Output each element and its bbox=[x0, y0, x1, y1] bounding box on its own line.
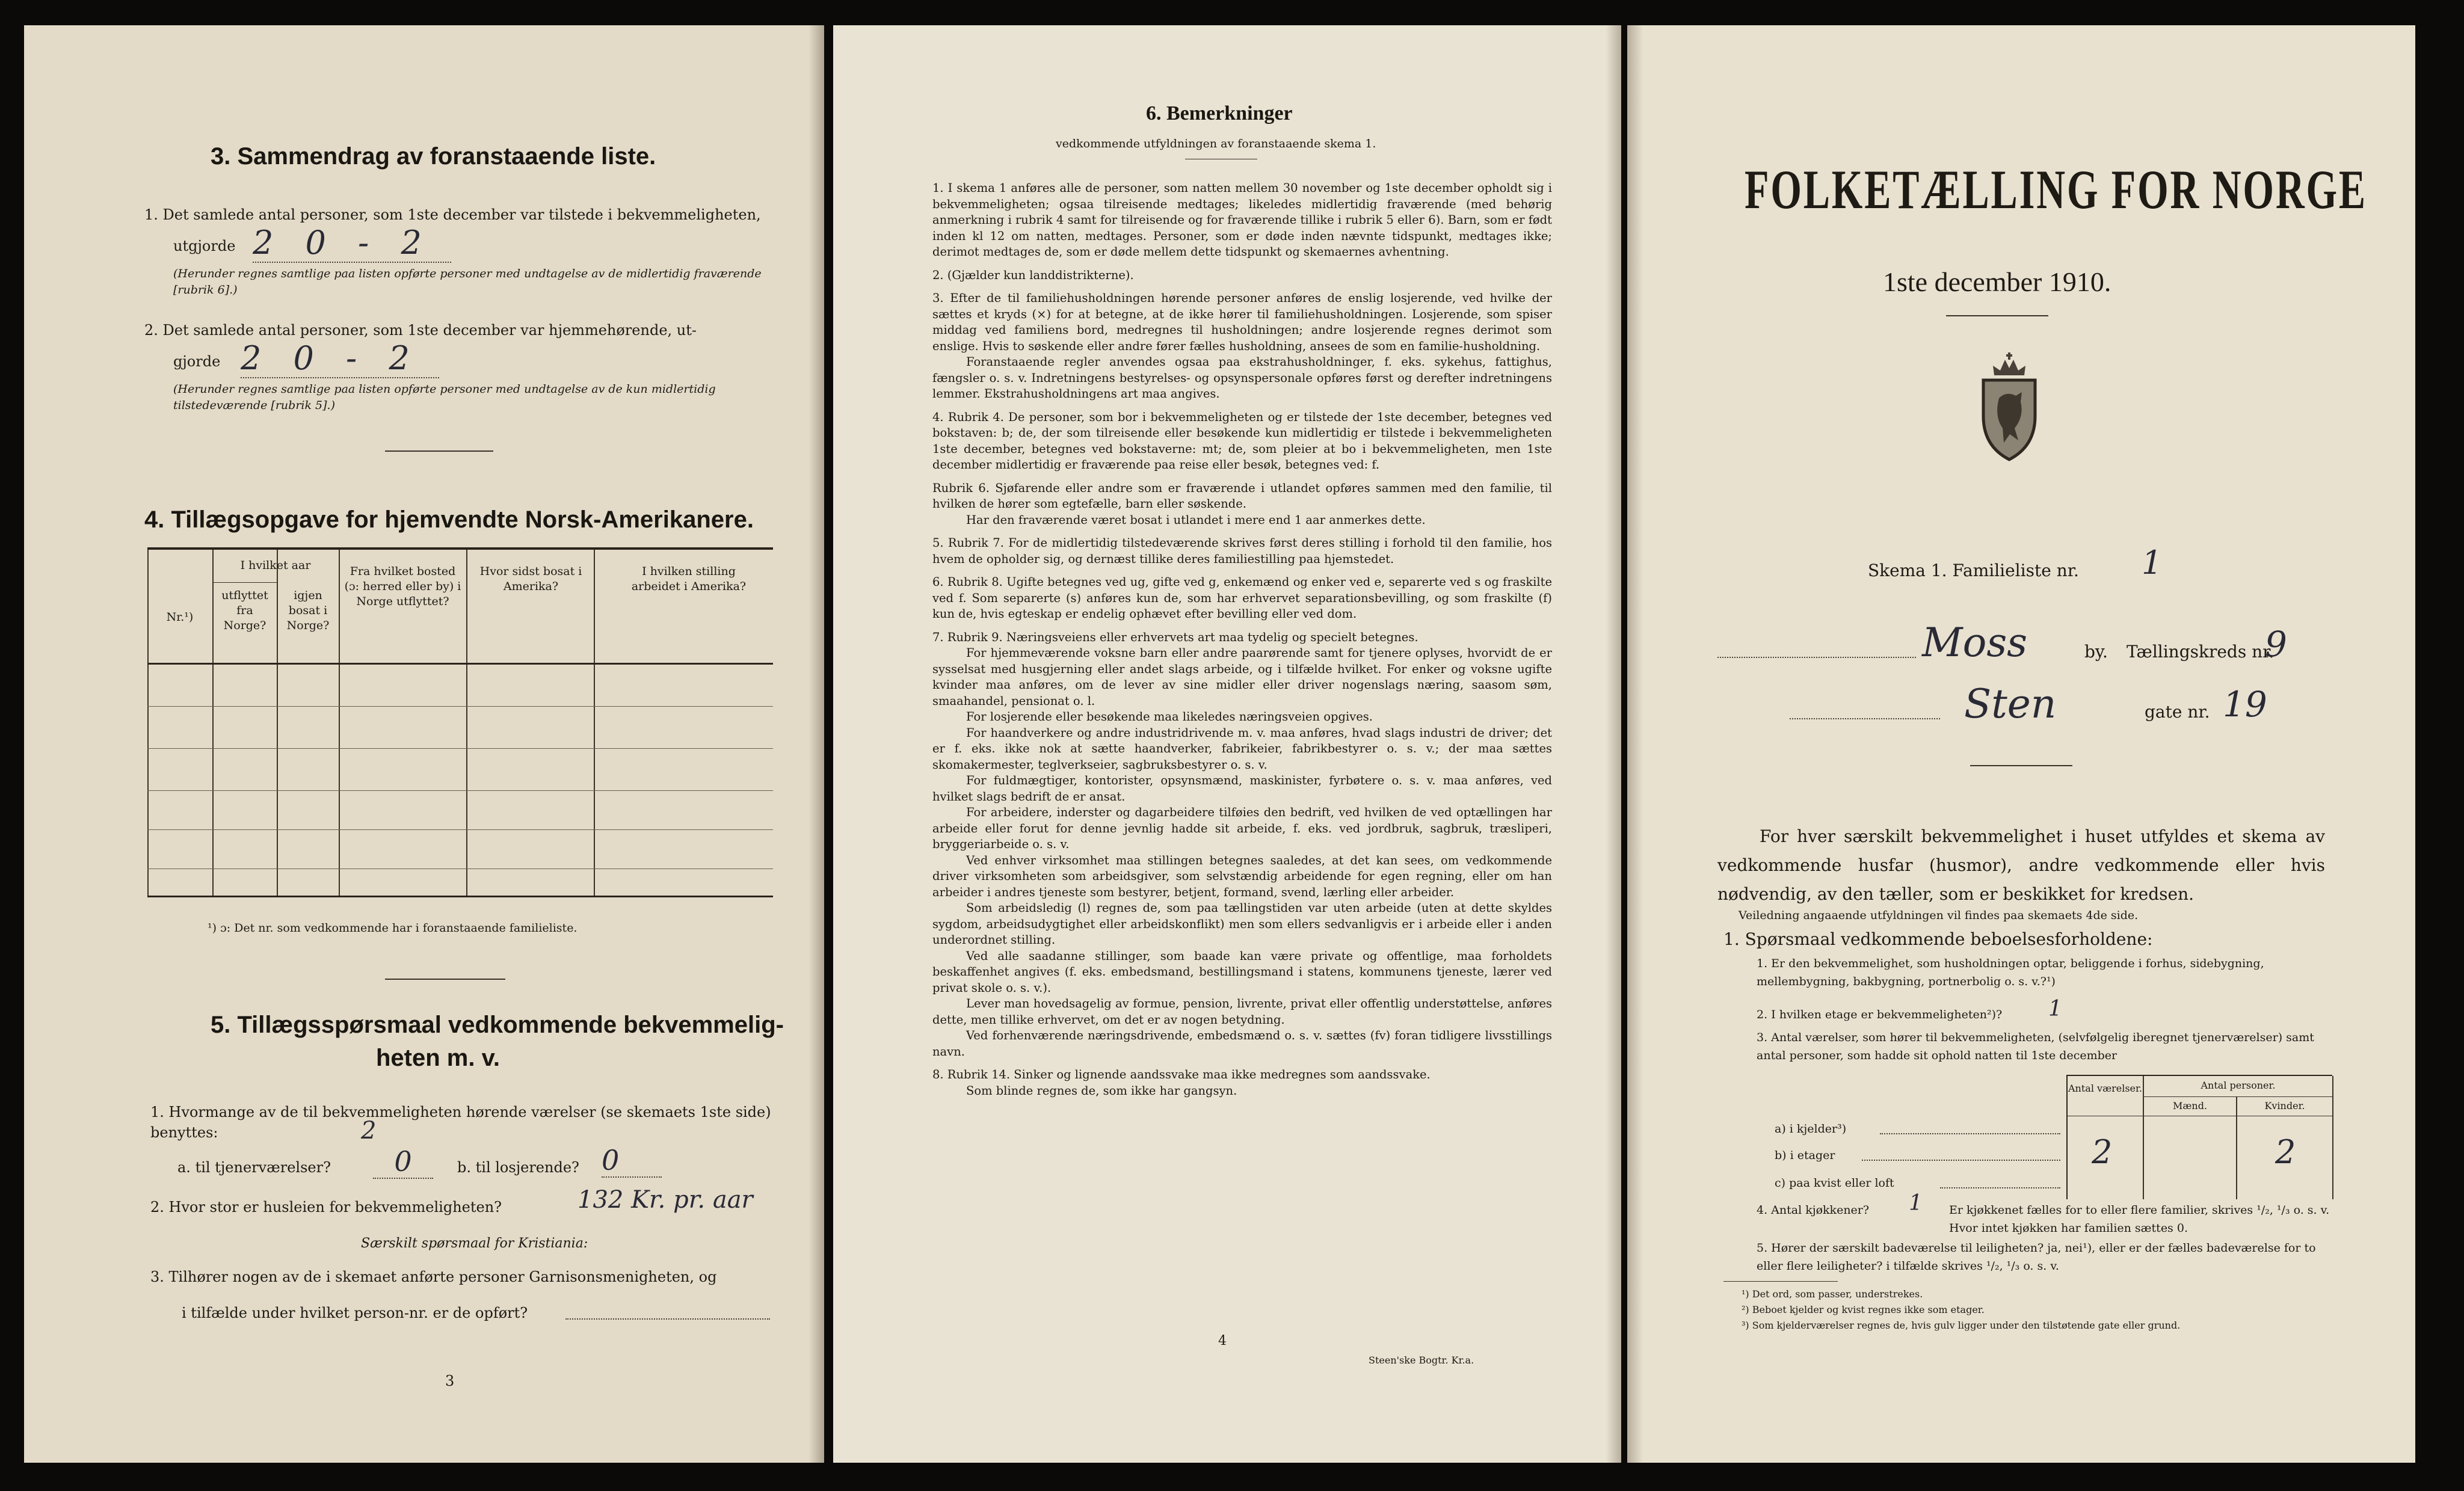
rooms-table bbox=[2066, 1075, 2332, 1199]
remark-7d: For fuldmægtiger, kontorister, opsynsmænd, maskinister, fyrbøtere o. s. v. maa anføres, ved hvilket slags bedrift de er ansat. bbox=[932, 773, 1552, 804]
separator bbox=[1970, 765, 2072, 766]
gate-value: Sten bbox=[1964, 681, 2057, 727]
page-fold-shadow bbox=[1606, 25, 1621, 1463]
question-2-answer: 1 bbox=[2048, 997, 2062, 1021]
coat-of-arms-icon bbox=[1970, 344, 2048, 464]
s3-q1-utgjorde: utgjorde bbox=[173, 238, 236, 254]
question-2: 2. I hvilken etage er bekvemmeligheten²)? bbox=[1757, 1008, 2003, 1021]
separator bbox=[385, 450, 493, 452]
col-maend-header: Mænd. bbox=[2172, 1100, 2208, 1111]
footnote-2: ²) Beboet kjelder og kvist regnes ikke som etager. bbox=[1742, 1304, 1985, 1315]
census-title: FOLKETÆLLING FOR NORGE bbox=[1745, 159, 2367, 220]
remark-1: 1. I skema 1 anføres alle de personer, som natten mellem 30 november og 1ste december opholdt sig i bekvemmeligheten; ogsaa tilreisende medtages; likeledes midlertidig fraværende (med behørig anmerkning i rubrik 4 samt for tilreisende og for fraværende tillike i rubrik 5 eller 6). Barn, som er født inden kl 12 om natten, medtages. Personer, som er døde inden nævnte tidspunkt, medtages ikke; derimot medtages de, som er døde mellem dette tidspunkt og skemaernes avhentning. bbox=[932, 181, 1552, 259]
question-3: 3. Antal værelser, som hører til bekvemmeligheten, (selvfølgelig iberegnet tjenerværelser) samt antal personer, som hadde sit ophold natten til 1ste december bbox=[1757, 1031, 2314, 1062]
s5-question-3b: i tilfælde under hvilket person-nr. er de opført? bbox=[182, 1305, 528, 1321]
remark-3b: Foranstaaende regler anvendes ogsaa paa ekstrahusholdninger, f. eks. sykehus, fattighus, fængsler o. s. v. Indretningens bestyrelses- og opsynspersonale opføres først og derefter indretningens lemmer. Ekstrahusholdningens art maa angives. bbox=[932, 355, 1552, 401]
col-fra-header: Fra hvilket bosted (ɔ: herred eller by) i Norge utflyttet? bbox=[344, 565, 461, 608]
remark-7: 7. Rubrik 9. Næringsveiens eller erhvervets art maa tydelig og specielt betegnes. bbox=[932, 630, 1418, 644]
question-4-rest: Er kjøkkenet fælles for to eller flere familier, skrives ¹/₂, ¹/₃ o. s. v. Hvor intet kjøkken har familien sættes 0. bbox=[1949, 1204, 2330, 1235]
norsk-amerikanere-table bbox=[147, 547, 773, 897]
remark-4c: Har den fraværende været bosat i utlandet i mere end 1 aar anmerkes dette. bbox=[966, 512, 1426, 527]
row-etager: b) i etager bbox=[1775, 1149, 1835, 1162]
col-personer-header: Antal personer. bbox=[2201, 1080, 2276, 1091]
kristiania-heading: Særskilt spørsmaal for Kristiania: bbox=[361, 1236, 588, 1251]
remark-7a: For hjemmeværende voksne barn eller andre paarørende samt for tjenere oplyses, hvorvidt de er sysselsat med husgjerning eller andet slags arbeide, og i tilfælde hvilket. For enker og voksne ugifte kvinder maa anføres, om de lever av sine midler eller driver nogenslags næring, saasom søm, smaahandel, pensionat o. l. bbox=[932, 646, 1552, 708]
table-footnote: ¹) ɔ: Det nr. som vedkommende har i foranstaaende familieliste. bbox=[208, 921, 578, 935]
s5-q1-answer: 2 bbox=[361, 1117, 377, 1145]
gate-label: gate nr. bbox=[2145, 702, 2210, 722]
remark-3: 3. Efter de til familiehusholdningen hørende personer anføres de enslig losjerende, ved hvilke der sættes et kryds (×) for at betegne, at de ikke hører til familiehusholdningen. Losjerende, som spiser middag ved familiens bord, medregnes til husholdningen; andre losjerende regnes derimot som enslige. Hvis to søskende eller andre fører fælles husholdning, ansees de som en familie-husholdning. bbox=[932, 291, 1552, 353]
remark-5: 5. Rubrik 7. For de midlertidig tilstedeværende skrives først deres stilling i forhold til den familie, hos hvem de opholder sig, og dernæst tillike deres familiestilling paa hjemstedet. bbox=[932, 536, 1552, 566]
s3-question-1: 1. Det samlede antal personer, som 1ste december var tilstede i bekvemmeligheten, bbox=[144, 206, 761, 223]
s5-q1a: a. til tjenerværelser? bbox=[177, 1159, 331, 1176]
row-etager-line bbox=[1862, 1160, 2060, 1161]
s3-q1-answer: 2 0 - 2 bbox=[253, 224, 451, 263]
remark-7j: Ved forhenværende næringsdrivende, embedsmænd o. s. v. sættes (fv) foran tidligere livsstillings navn. bbox=[932, 1028, 1552, 1059]
col-stilling-header: I hvilken stilling arbeidet i Amerika? bbox=[631, 565, 747, 593]
page-number: 4 bbox=[1218, 1333, 1227, 1348]
page-2 bbox=[833, 25, 1621, 1463]
page-fold-shadow bbox=[1627, 25, 1643, 1463]
gate-nr: 19 bbox=[2223, 684, 2267, 725]
census-date: 1ste december 1910. bbox=[1883, 266, 2111, 297]
remark-4: 4. Rubrik 4. De personer, som bor i bekvemmeligheten og er tilstede der 1ste december, betegnes ved bokstaven: b; de, der som tilreisende eller besøkende kun midlertidig er tilstede i bekvemmeligheten 1ste december, betegnes ved bokstaverne: mt; de, som pleier at bo i bekvemmeligheten, men 1ste december midlertidig er fraværende paa reise eller besøk, betegnes ved: f. bbox=[932, 410, 1552, 472]
page-1 bbox=[24, 25, 824, 1463]
remark-4b: Rubrik 6. Sjøfarende eller andre som er fraværende i utlandet opføres sammen med den familie, til hvilken de hører som egtefælle, barn eller søskende. bbox=[932, 481, 1552, 511]
skema-label: Skema 1. Familieliste nr. bbox=[1868, 561, 2079, 580]
row-kvist-line bbox=[1940, 1187, 2060, 1188]
remark-8b: Som blinde regnes de, som ikke har gangsyn. bbox=[966, 1083, 1237, 1098]
by-value: Moss bbox=[1922, 619, 2028, 666]
s5-question-3: 3. Tilhører nogen av de i skemaet anførte personer Garnisonsmenigheten, og bbox=[150, 1268, 717, 1285]
col-utflyttet-header: utflyttet fra Norge? bbox=[221, 589, 268, 632]
row-kjelder-line bbox=[1880, 1133, 2060, 1134]
remarks-list bbox=[932, 180, 1552, 1099]
intro-text: For hver særskilt bekvemmelighet i huset utfyldes et skema av vedkommende husfar (husmor), andre vedkommende eller hvis nødvendig, av den tæller, som er beskikket for kredsen. bbox=[1717, 826, 2325, 904]
kreds-value: 9 bbox=[2265, 624, 2287, 665]
s5-q1a-answer: 0 bbox=[373, 1145, 433, 1179]
s5-q1b-answer: 0 bbox=[602, 1144, 662, 1178]
rooms-etager-value: 2 bbox=[2092, 1133, 2113, 1171]
s5-q1b: b. til losjerende? bbox=[457, 1159, 579, 1176]
separator bbox=[1723, 1281, 1838, 1282]
row-kvist: c) paa kvist eller loft bbox=[1775, 1176, 1894, 1190]
section-3-title: 3. Sammendrag av foranstaaende liste. bbox=[211, 143, 656, 170]
bemerkninger-subtitle: vedkommende utfyldningen av foranstaaende skema 1. bbox=[1056, 137, 1376, 150]
col-group-header: I hvilket aar bbox=[240, 559, 311, 572]
s5-question-1: 1. Hvormange av de til bekvemmeligheten hørende værelser (se skemaets 1ste side) benyttes: bbox=[150, 1104, 771, 1141]
by-dotted-line bbox=[1717, 657, 1916, 658]
separator bbox=[385, 979, 505, 980]
col-sidst-header: Hvor sidst bosat i Amerika? bbox=[479, 565, 582, 593]
row-kjelder: a) i kjelder³) bbox=[1775, 1122, 1847, 1136]
by-label: by. bbox=[2084, 642, 2108, 662]
remark-6: 6. Rubrik 8. Ugifte betegnes ved ug, gifte ved g, enkemænd og enker ved e, separerte ved s og fraskilte ved f. Som separerte (s) anføres kun de, som har erhvervet separationsbevilling, og som fraskilte (f) kun de, hvis egteskap er endelig ophævet efter bevilling eller ved dom. bbox=[932, 575, 1552, 621]
section-5-title-line2: heten m. v. bbox=[376, 1045, 500, 1071]
printer-mark: Steen'ske Bogtr. Kr.a. bbox=[1369, 1354, 1474, 1366]
question-5: 5. Hører der særskilt badeværelse til leiligheten? ja, nei¹), eller er der fælles badeværelse for to eller flere leiligheter? i tilfælde skrives ¹/₂, ¹/₃ o. s. v. bbox=[1757, 1241, 2316, 1273]
s3-q2-gjorde: gjorde bbox=[173, 353, 221, 370]
page-fold-shadow bbox=[808, 25, 824, 1463]
footnote-3: ³) Som kjelderværelser regnes de, hvis gulv ligger under den tilstøtende gate eller grund. bbox=[1742, 1320, 2181, 1331]
kvinder-etager-value: 2 bbox=[2275, 1133, 2296, 1171]
col-vaerelser-header: Antal værelser. bbox=[2068, 1083, 2142, 1094]
remark-7h: Ved alle saadanne stillinger, som baade kan være private og offentlige, maa forholdets beskaffenhet angives (f. eks. embedsmand, bestillingsmand i statens, kommunens tjeneste, lærer ved privat skole o. s. v.). bbox=[932, 948, 1552, 995]
col-kvinder-header: Kvinder. bbox=[2264, 1100, 2305, 1111]
question-1: 1. Er den bekvemmelighet, som husholdningen optar, beliggende i forhus, sidebygning, mellembygning, bakbygning, portnerbolig o. s. v.?¹) bbox=[1757, 957, 2264, 988]
s5-q2-answer: 132 Kr. pr. aar bbox=[578, 1186, 753, 1214]
col-igjen-header: igjen bosat i Norge? bbox=[286, 589, 330, 632]
separator bbox=[1946, 315, 2048, 316]
veiledning: Veiledning angaaende utfyldningen vil findes paa skemaets 4de side. bbox=[1739, 909, 2139, 922]
s3-q2-answer: 2 0 - 2 bbox=[241, 339, 439, 378]
familieliste-number: 1 bbox=[2142, 544, 2163, 582]
bemerkninger-title: 6. Bemerkninger bbox=[1146, 102, 1293, 125]
remark-8: 8. Rubrik 14. Sinker og lignende aandssvake maa ikke medregnes som aandssvake. bbox=[932, 1068, 1431, 1081]
footnote-1: ¹) Det ord, som passer, understrekes. bbox=[1742, 1288, 1923, 1300]
page-3 bbox=[1627, 25, 2415, 1463]
remark-7b: For losjerende eller besøkende maa likeledes næringsveien opgives. bbox=[966, 710, 1373, 724]
remark-7f: Ved enhver virksomhet maa stillingen betegnes saaledes, at det kan sees, om vedkommende driver virksomheten som arbeidsgiver, som selvstændig arbeidende for egen regning, eller om han arbeider i andres tjeneste som bestyrer, betjent, formand, svend, lærling eller arbeider. bbox=[932, 853, 1552, 899]
section-4-title: 4. Tillægsopgave for hjemvendte Norsk-Amerikanere. bbox=[144, 506, 754, 533]
question-4: 4. Antal kjøkkener? bbox=[1757, 1204, 1870, 1217]
kreds-label: Tællingskreds nr. bbox=[2127, 642, 2275, 662]
s5-question-2: 2. Hvor stor er husleien for bekvemmeligheten? bbox=[150, 1199, 502, 1216]
remark-7e: For arbeidere, inderster og dagarbeidere tilføies den bedrift, ved hvilken de ved optællingen har arbeide eller forut for denne jevnlig hadde sit arbeide, f. eks. ved jordbruk, sagbruk, træsliperi, bryggeriarbeide o. s. v. bbox=[932, 805, 1552, 851]
remark-7c: For haandverkere og andre industridrivende m. v. maa anføres, hvad slags industri de driver; det er f. eks. ikke nok at sætte haandverker, fabrikeier, fabrikbestyrer o. s. v.; der maa sættes skomakermester, teglverkseier, sagbruksbestyrer o. s. v. bbox=[932, 725, 1552, 772]
page-number: 3 bbox=[445, 1373, 455, 1389]
remark-2: 2. (Gjælder kun landdistrikterne). bbox=[932, 268, 1134, 282]
col-nr-header: Nr.¹) bbox=[166, 610, 194, 624]
remark-7i: Lever man hovedsagelig av formue, pension, livrente, privat eller offentlig understøttelse, anføres dette, men tillike erhvervet, om det er av nogen betydning. bbox=[932, 997, 1552, 1027]
s3-q1-note: (Herunder regnes samtlige paa listen opførte personer med undtagelse av de midlertidig fraværende [rubrik 6].) bbox=[173, 267, 762, 297]
questions-heading: 1. Spørsmaal vedkommende beboelsesforholdene: bbox=[1723, 929, 2153, 949]
s3-question-2: 2. Det samlede antal personer, som 1ste december var hjemmehørende, ut- bbox=[144, 322, 697, 339]
question-4-answer: 1 bbox=[1909, 1191, 1923, 1216]
s3-q2-note: (Herunder regnes samtlige paa listen opførte personer med undtagelse av de kun midlertidig tilstedeværende [rubrik 5].) bbox=[173, 383, 716, 412]
s5-q3-answer-line bbox=[565, 1318, 770, 1320]
gate-dotted-line bbox=[1790, 718, 1940, 719]
section-5-title-line1: 5. Tillægsspørsmaal vedkommende bekvemmelig- bbox=[211, 1012, 784, 1038]
remark-7g: Som arbeidsledig (l) regnes de, som paa tællingstiden var uten arbeide (uten at dette skyldes sygdom, arbeidsudygtighet eller arbeidskonflikt) men som ellers sedvanligvis er i arbeide eller i anden underordnet stilling. bbox=[932, 901, 1552, 947]
